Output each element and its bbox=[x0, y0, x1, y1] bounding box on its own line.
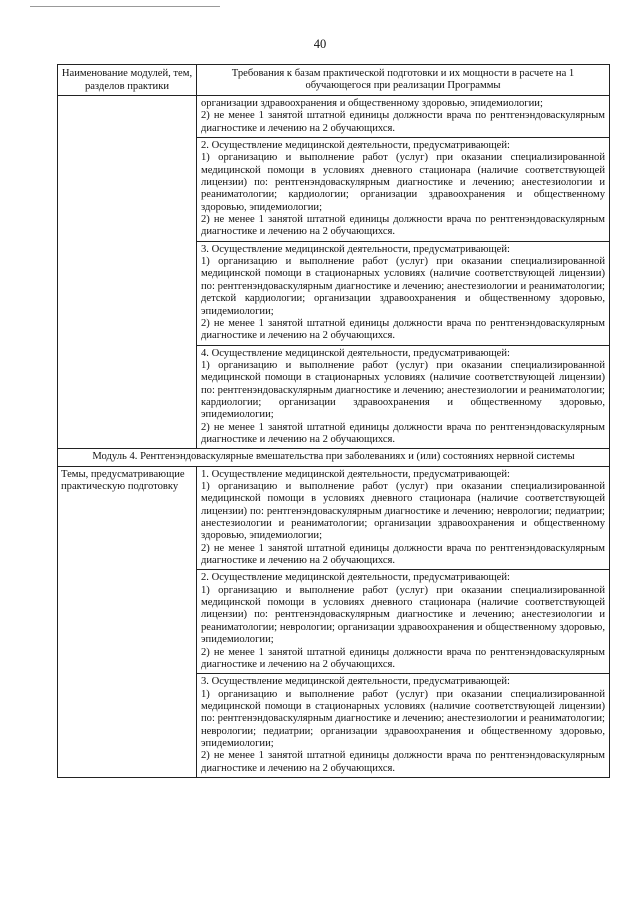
requirement-paragraph: 2) не менее 1 занятой штатной единицы должности врача по рентгенэндоваскулярным диагностике и лечению на 2 обучающихся. bbox=[201, 750, 605, 774]
requirement-block bbox=[197, 346, 609, 449]
requirement-paragraph: 2) не менее 1 занятой штатной единицы должности врача по рентгенэндоваскулярным диагностике и лечению на 2 обучающихся. bbox=[201, 214, 605, 238]
top-rule bbox=[30, 6, 220, 7]
requirement-paragraph: 3. Осуществление медицинской деятельности, предусматривающей: bbox=[201, 676, 510, 688]
section1-right-cell bbox=[197, 96, 609, 448]
header-left-cell: Наименование модулей, тем, разделов практики bbox=[58, 65, 197, 95]
requirement-paragraph: 1. Осуществление медицинской деятельности, предусматривающей: bbox=[201, 468, 510, 480]
page-number: 40 bbox=[313, 37, 327, 51]
requirement-paragraph: 2) не менее 1 занятой штатной единицы должности врача по рентгенэндоваскулярным диагностике и лечению на 2 обучающихся. bbox=[201, 110, 605, 134]
table-header-row bbox=[58, 65, 609, 96]
module4-title: Модуль 4. Рентгенэндоваскулярные вмешательства при заболеваниях и (или) состояниях нервной системы bbox=[58, 449, 609, 466]
requirement-paragraph: 3. Осуществление медицинской деятельности, предусматривающей: bbox=[201, 243, 510, 255]
requirement-paragraph: 2. Осуществление медицинской деятельности, предусматривающей: bbox=[201, 140, 510, 152]
section2-left-cell: Темы, предусматривающие практическую подготовку bbox=[58, 467, 197, 777]
requirement-paragraph: 1) организацию и выполнение работ (услуг) при оказании специализированной медицинской помощи в стационарных условиях (наличие соответствующей лицензии) по: рентгенэндоваскулярным диагностике и лечению; анестезиологии и реаниматологии; кардиологии; организации здравоохранения и общественному здоровью, эпидемиологии; bbox=[201, 359, 605, 421]
requirements-table bbox=[57, 64, 610, 778]
requirement-block bbox=[197, 467, 609, 571]
requirement-block bbox=[197, 570, 609, 674]
requirement-paragraph: 2. Осуществление медицинской деятельности, предусматривающей: bbox=[201, 572, 510, 584]
requirement-paragraph: 1) организацию и выполнение работ (услуг) при оказании специализированной медицинской помощи в условиях дневного стационара (наличие соответствующей лицензии) по: рентгенэндоваскулярным диагностике и лечению; неврологии; педиатрии; анестезиологии и реаниматологии; организации здравоохранения и общественному здоровью, эпидемиологии; bbox=[201, 481, 605, 542]
section1-left-cell bbox=[58, 96, 197, 448]
section2-right-cell bbox=[197, 467, 609, 777]
requirement-paragraph: 1) организацию и выполнение работ (услуг) при оказании специализированной медицинской помощи в стационарных условиях (наличие соответствующей лицензии) по: рентгенэндоваскулярным диагностике и лечению; анестезиологии и реаниматологии; детской кардиологии; организации здравоохранения и общественному здоровью, эпидемиологии; bbox=[201, 256, 605, 317]
requirement-paragraph: 2) не менее 1 занятой штатной единицы должности врача по рентгенэндоваскулярным диагностике и лечению на 2 обучающихся. bbox=[201, 542, 605, 567]
section1-row bbox=[58, 96, 609, 449]
section2-row bbox=[58, 467, 609, 777]
requirement-block bbox=[197, 242, 609, 346]
requirement-paragraph: 1) организацию и выполнение работ (услуг) при оказании специализированной медицинской помощи в условиях дневного стационара (наличие соответствующей лицензии) по: рентгенэндоваскулярным диагностике и лечению; анестезиологии и реаниматологии; кардиологии; организации здравоохранения и общественному здоровью, эпидемиологии; bbox=[201, 152, 605, 213]
requirement-paragraph: организации здравоохранения и общественному здоровью, эпидемиологии; bbox=[201, 98, 543, 109]
requirement-block bbox=[197, 138, 609, 242]
requirement-block bbox=[197, 96, 609, 138]
requirement-paragraph: 4. Осуществление медицинской деятельности, предусматривающей: bbox=[201, 347, 510, 359]
requirement-paragraph: 2) не менее 1 занятой штатной единицы должности врача по рентгенэндоваскулярным диагностике и лечению на 2 обучающихся. bbox=[201, 317, 605, 342]
requirement-paragraph: 2) не менее 1 занятой штатной единицы должности врача по рентгенэндоваскулярным диагностике и лечению на 2 обучающихся. bbox=[201, 646, 605, 670]
requirement-paragraph: 1) организацию и выполнение работ (услуг) при оказании специализированной медицинской помощи в стационарных условиях (наличие соответствующей лицензии) по: рентгенэндоваскулярным диагностике и лечению; анестезиологии и реаниматологии; неврологии; педиатрии; организации здравоохранения и общественному здоровью, эпидемиологии; bbox=[201, 688, 605, 749]
header-right-cell: Требования к базам практической подготовки и их мощности в расчете на 1 обучающегося при реализации Программы bbox=[231, 68, 575, 92]
requirement-block bbox=[197, 674, 609, 777]
requirement-paragraph: 1) организацию и выполнение работ (услуг) при оказании специализированной медицинской помощи в условиях дневного стационара (наличие соответствующей лицензии) по: рентгенэндоваскулярным диагностике и лечению; анестезиологии и реаниматологии; неврологии; организации здравоохранения и общественному здоровью, эпидемиологии; bbox=[201, 584, 605, 646]
requirement-paragraph: 2) не менее 1 занятой штатной единицы должности врача по рентгенэндоваскулярным диагностике и лечению на 2 обучающихся. bbox=[201, 421, 605, 445]
